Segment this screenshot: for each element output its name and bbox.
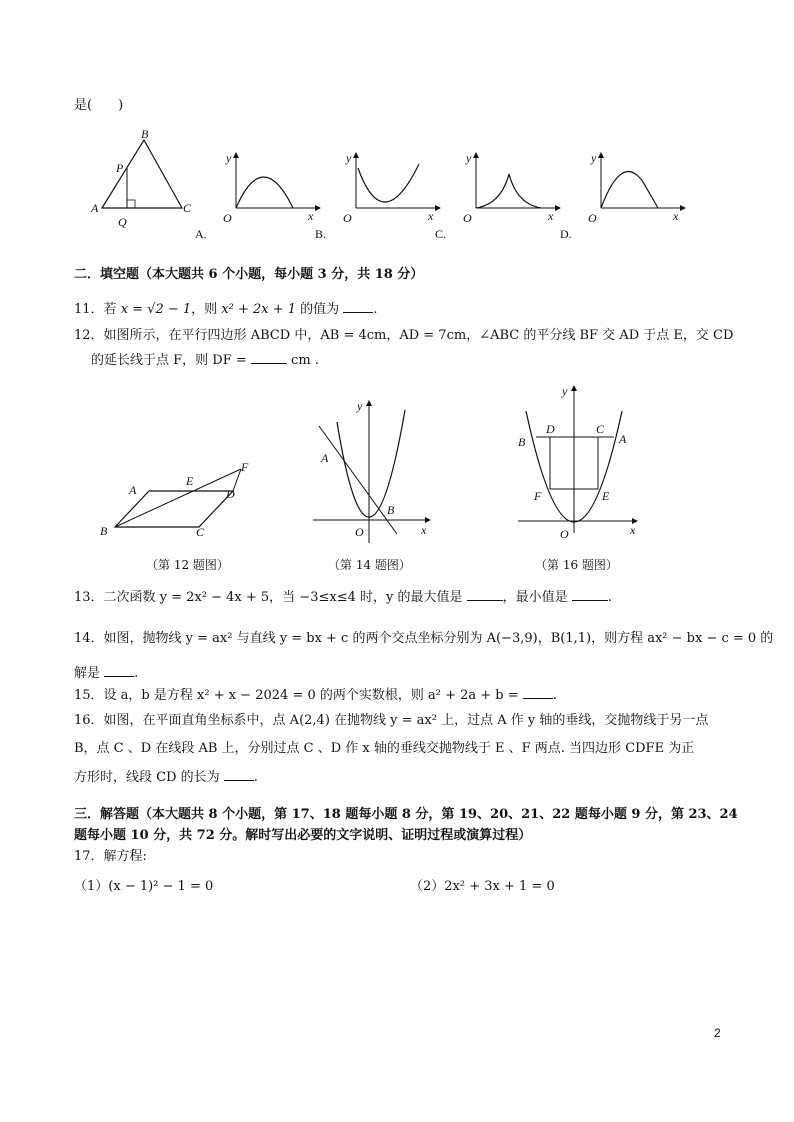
svg-text:O: O [343,211,352,225]
svg-text:y: y [346,151,352,165]
option-b-letter: B. [315,227,327,241]
q13-max-blank[interactable] [467,586,503,601]
tri-label-q: Q [118,215,127,229]
q13-min-blank[interactable] [572,586,608,601]
svg-text:A: A [619,432,627,446]
option-c-graph [435,150,565,241]
svg-text:x: x [428,209,434,223]
svg-text:A: A [321,451,329,465]
svg-text:O: O [355,525,364,539]
svg-text:O: O [588,211,597,225]
question-13: 13．二次函数 y = 2x² − 4x + 5，当 −3≤x≤4 时，y 的最大值是 ，最小值是 . [74,586,612,607]
svg-text:y: y [226,151,232,165]
q15-answer-blank[interactable] [523,684,553,699]
svg-text:x: x [421,523,427,537]
svg-text:B: B [387,503,395,517]
tri-label-p: P [116,161,124,175]
figure-12-caption: （第 12 题图） [146,558,229,572]
svg-text:x: x [308,209,314,223]
question-17-part1: （1）(x − 1)² − 1 = 0 [74,879,214,894]
section2-title: 二．填空题（本大题共 6 个小题，每小题 3 分，共 18 分） [74,267,424,282]
figure-16-caption: （第 16 题图） [535,558,618,572]
svg-text:y: y [591,151,597,165]
figure-14-caption: （第 14 题图） [328,558,411,572]
svg-text:y: y [357,399,363,413]
option-d-graph [560,150,690,241]
option-b-graph [315,150,445,241]
question-11: 11．若 x = √2 − 1，则 x² + 2x + 1 的值为 . [74,298,377,319]
question-15: 15．设 a，b 是方程 x² + x − 2024 = 0 的两个实数根，则 a² + 2a + b = . [74,684,557,705]
svg-text:x: x [548,209,554,223]
question-14-line2: 解是 . [74,662,138,683]
option-c-letter: C. [435,227,447,241]
svg-text:O: O [223,211,232,225]
question-12-line1: 12．如图所示，在平行四边形 ABCD 中，AB = 4cm，AD = 7cm，∠ABC 的平分线 BF 交 AD 于点 E，交 CD [74,328,734,343]
svg-text:x: x [630,523,636,537]
question-16-line1: 16．如图，在平面直角坐标系中，点 A(2,4) 在抛物线 y = ax² 上，过点 A 作 y 轴的垂线，交抛物线于另一点 [74,713,709,728]
svg-text:O: O [560,527,569,541]
question-17-part2: （2）2x² + 3x + 1 = 0 [410,879,555,894]
svg-text:y: y [466,151,472,165]
q10-triangle-figure [90,128,200,228]
question-16-line3: 方形时，线段 CD 的长为 . [74,766,258,787]
svg-text:x: x [673,209,679,223]
svg-text:B: B [100,524,108,538]
svg-text:C: C [596,422,605,436]
svg-text:y: y [562,384,568,398]
svg-text:D: D [226,487,235,501]
svg-text:F: F [534,489,542,503]
section3-title-line2: 题每小题 10 分，共 72 分。解时写出必要的文字说明、证明过程或演算过程） [74,828,532,843]
question-17-title: 17．解方程: [74,849,147,864]
q16-answer-blank[interactable] [224,766,254,781]
tri-label-a: A [91,201,99,215]
svg-text:E: E [186,474,194,488]
svg-text:C: C [196,525,205,539]
tri-label-b: B [141,127,149,141]
figure-12-parallelogram [95,455,275,545]
option-d-letter: D. [560,227,572,241]
svg-text:O: O [463,211,472,225]
question-14-line1: 14．如图，抛物线 y = ax² 与直线 y = bx + c 的两个交点坐标分别为 A(−3,9)，B(1,1)，则方程 ax² − bx − c = 0 的 [74,631,774,646]
svg-text:E: E [602,489,610,503]
tri-label-c: C [183,201,192,215]
q11-expr-poly: x² + 2x + 1 [221,302,297,317]
q14-answer-blank[interactable] [104,662,134,677]
question-12-line2: 的延长线于点 F，则 DF = cm . [91,349,319,370]
figure-14-parabola-line [305,398,440,548]
svg-text:A: A [129,483,137,497]
option-a-graph [195,150,325,241]
figure-16-parabola-square [510,383,650,545]
svg-text:D: D [546,422,555,436]
option-a-letter: A. [195,227,207,241]
q10-tail-text: 是( ) [74,98,124,113]
q12-answer-blank[interactable] [251,349,287,364]
q11-expr-x: x = √2 − 1 [120,302,192,317]
page-number: 2 [714,1026,721,1040]
q11-answer-blank[interactable] [343,298,373,313]
svg-text:F: F [241,460,249,474]
section3-title-line1: 三．解答题（本大题共 8 个小题，第 17、18 题每小题 8 分，第 19、20、21、22 题每小题 9 分，第 23、24 [74,807,738,822]
question-16-line2: B，点 C 、D 在线段 AB 上，分别过点 C 、D 作 x 轴的垂线交抛物线于 E 、F 两点. 当四边形 CDFE 为正 [74,741,695,756]
svg-text:B: B [518,435,526,449]
